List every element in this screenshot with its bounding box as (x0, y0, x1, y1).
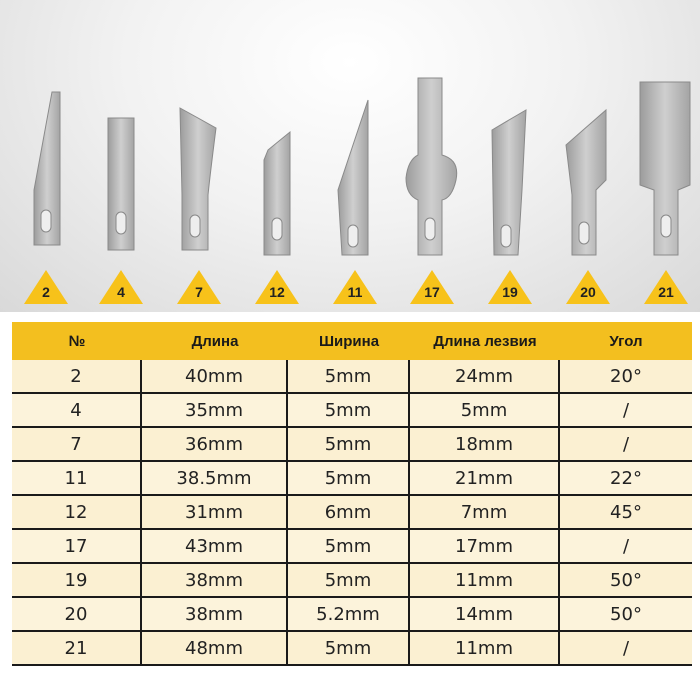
blade-11 (338, 100, 368, 255)
blade-12 (264, 132, 290, 255)
cell-number: 19 (12, 564, 142, 598)
cell-blade-length: 11mm (410, 564, 560, 598)
cell-number: 4 (12, 394, 142, 428)
blade-17 (406, 78, 457, 255)
cell-length: 36mm (142, 428, 288, 462)
cell-angle: 50° (560, 598, 692, 632)
cell-blade-length: 5mm (410, 394, 560, 428)
marker-label: 4 (117, 284, 125, 300)
header-length: Длина (142, 322, 288, 360)
cell-width: 5mm (288, 360, 410, 394)
marker-label: 21 (658, 284, 674, 300)
cell-blade-length: 7mm (410, 496, 560, 530)
cell-number: 2 (12, 360, 142, 394)
cell-width: 6mm (288, 496, 410, 530)
cell-blade-length: 14mm (410, 598, 560, 632)
marker-label: 17 (424, 284, 440, 300)
cell-number: 20 (12, 598, 142, 632)
cell-number: 21 (12, 632, 142, 666)
cell-angle: 22° (560, 462, 692, 496)
cell-blade-length: 18mm (410, 428, 560, 462)
specs-table-wrapper (12, 322, 692, 666)
cell-blade-length: 24mm (410, 360, 560, 394)
table-row (12, 428, 692, 462)
table-row (12, 360, 692, 394)
cell-length: 38.5mm (142, 462, 288, 496)
cell-width: 5mm (288, 394, 410, 428)
cell-angle: / (560, 530, 692, 564)
cell-width: 5mm (288, 428, 410, 462)
cell-angle: 20° (560, 360, 692, 394)
cell-length: 43mm (142, 530, 288, 564)
marker-label: 20 (580, 284, 596, 300)
table-row (12, 462, 692, 496)
cell-blade-length: 17mm (410, 530, 560, 564)
table-row (12, 496, 692, 530)
cell-width: 5mm (288, 530, 410, 564)
cell-angle: / (560, 394, 692, 428)
table-row (12, 564, 692, 598)
cell-angle: / (560, 632, 692, 666)
blades-photo (0, 0, 700, 312)
marker-label: 12 (269, 284, 285, 300)
cell-angle: 50° (560, 564, 692, 598)
header-angle: Угол (560, 322, 692, 360)
cell-length: 48mm (142, 632, 288, 666)
cell-width: 5mm (288, 564, 410, 598)
cell-angle: 45° (560, 496, 692, 530)
specs-table (12, 322, 692, 666)
cell-width: 5.2mm (288, 598, 410, 632)
marker-label: 7 (195, 284, 203, 300)
blade-4 (108, 118, 134, 250)
cell-length: 31mm (142, 496, 288, 530)
marker-label: 2 (42, 284, 50, 300)
cell-angle: / (560, 428, 692, 462)
table-row (12, 530, 692, 564)
blade-2 (34, 92, 60, 245)
table-header-row (12, 322, 692, 360)
blade-21 (640, 82, 690, 255)
cell-width: 5mm (288, 632, 410, 666)
cell-length: 40mm (142, 360, 288, 394)
blade-19 (492, 110, 526, 255)
cell-length: 38mm (142, 564, 288, 598)
blades-illustration (0, 0, 700, 312)
blade-20 (566, 110, 606, 255)
blade-7 (180, 108, 216, 250)
table-row (12, 598, 692, 632)
marker-label: 19 (502, 284, 518, 300)
header-width: Ширина (288, 322, 410, 360)
cell-blade-length: 11mm (410, 632, 560, 666)
table-row (12, 394, 692, 428)
cell-number: 12 (12, 496, 142, 530)
table-row (12, 632, 692, 666)
marker-label: 11 (347, 284, 363, 300)
cell-number: 11 (12, 462, 142, 496)
cell-width: 5mm (288, 462, 410, 496)
cell-length: 38mm (142, 598, 288, 632)
header-number: № (12, 322, 142, 360)
cell-blade-length: 21mm (410, 462, 560, 496)
cell-number: 17 (12, 530, 142, 564)
header-blade-length: Длина лезвия (410, 322, 560, 360)
cell-length: 35mm (142, 394, 288, 428)
cell-number: 7 (12, 428, 142, 462)
